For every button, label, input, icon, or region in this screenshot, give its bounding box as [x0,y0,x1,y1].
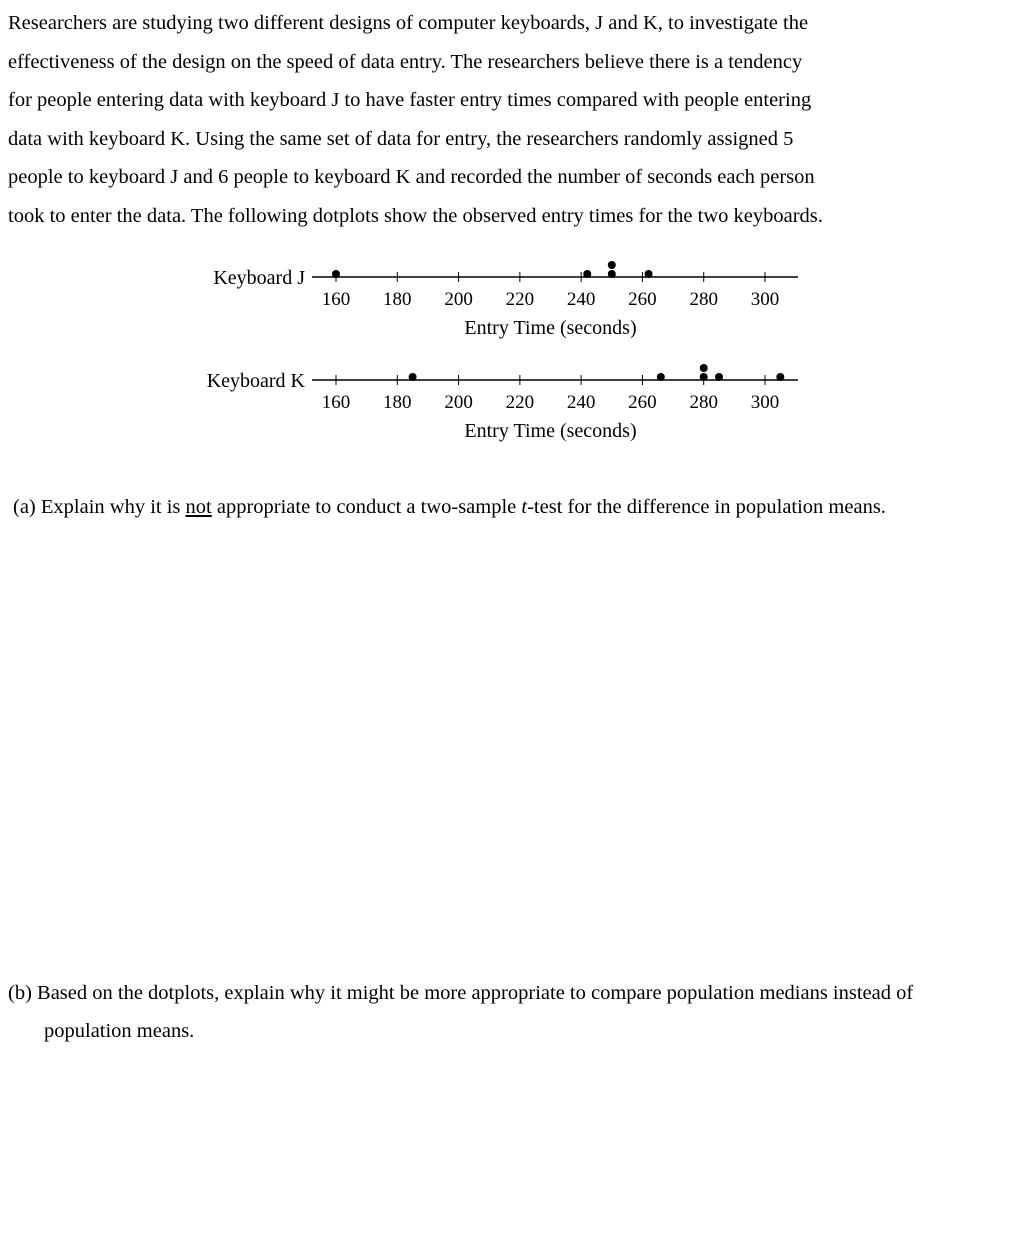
keyboard-k-tick-label: 240 [566,392,596,413]
keyboard-k-dot [700,364,708,372]
keyboard-k-dot [700,373,708,381]
intro-line: people to keyboard J and 6 people to keyboard K and recorded the number of seconds each person [8,166,815,188]
intro-paragraph [8,4,1018,235]
question-a-italic: t [521,496,528,518]
keyboard-j-tick-label: 220 [505,289,535,310]
keyboard-j-dot [583,270,591,278]
question-b-line-2: population means. [44,1020,195,1042]
keyboard-j-dot [645,270,653,278]
keyboard-k-dot [715,373,723,381]
question-b [8,974,913,1050]
keyboard-k-dot [657,373,665,381]
question-a-text-end: -test for the difference in population means. [527,496,886,518]
question-b-line-1: (b) Based on the dotplots, explain why it might be more appropriate to compare population medians instead of [8,982,914,1004]
intro-line: for people entering data with keyboard J to have faster entry times compared with people entering [8,89,812,111]
keyboard-k-dot [409,373,417,381]
keyboard-j-dot [608,270,616,278]
keyboard-j-tick-label: 280 [689,289,718,310]
keyboard-j-dot [332,270,340,278]
keyboard-j-tick-label: 300 [750,289,780,310]
question-a-underlined: not [185,496,212,518]
keyboard-k-axis-title: Entry Time (seconds) [464,420,637,442]
keyboard-k-tick-label: 300 [750,392,780,413]
keyboard-j-axis-title: Entry Time (seconds) [464,317,637,339]
keyboard-j-tick-label: 240 [566,289,596,310]
keyboard-k-tick-label: 220 [505,392,535,413]
question-a [13,488,886,526]
intro-line: data with keyboard K. Using the same set of data for entry, the researchers randomly assigned 5 [8,127,794,150]
keyboard-k-tick-label: 160 [321,392,351,413]
keyboard-k-tick-label: 280 [689,392,718,413]
keyboard-j-dot [608,261,616,269]
keyboard-k-tick-label: 200 [444,392,473,413]
intro-line: effectiveness of the design on the speed of data entry. The researchers believe there is a tendency [8,50,803,73]
keyboard-j-tick-label: 260 [628,289,657,310]
question-a-text: (a) Explain why it is [13,496,186,518]
keyboard-k-label: Keyboard K [206,370,305,392]
keyboard-k-tick-label: 180 [383,392,412,413]
intro-line: Researchers are studying two different designs of computer keyboards, J and K, to investigate the [8,12,809,34]
dotplots [0,240,1035,460]
intro-line: took to enter the data. The following dotplots show the observed entry times for the two keyboards. [8,204,823,227]
keyboard-j-tick-label: 200 [444,289,473,310]
keyboard-k-tick-label: 260 [628,392,657,413]
keyboard-j-tick-label: 160 [321,289,351,310]
keyboard-j-label: Keyboard J [213,267,305,289]
question-a-text-middle: appropriate to conduct a two-sample [211,496,522,518]
keyboard-j-tick-label: 180 [383,289,412,310]
keyboard-k-dot [776,373,784,381]
